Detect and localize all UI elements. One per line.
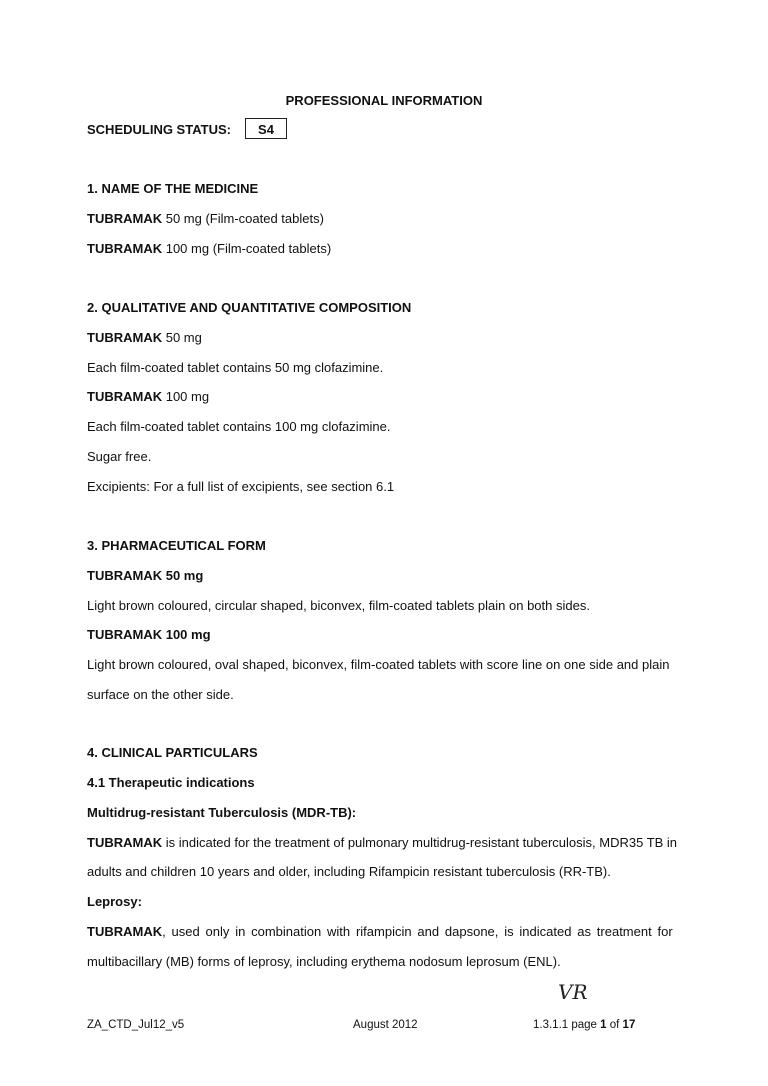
section-1-line-1 <box>87 211 324 226</box>
handwritten-initials: VR <box>558 980 588 1004</box>
scheduling-status-label: SCHEDULING STATUS: <box>87 122 231 137</box>
section-2-sugar-free: Sugar free. <box>87 449 152 464</box>
section-1-line-2 <box>87 241 331 256</box>
section-2-line-100: Each film-coated tablet contains 100 mg clofazimine. <box>87 419 391 434</box>
mdr-tb-heading: Multidrug-resistant Tuberculosis (MDR-TB): <box>87 805 357 820</box>
section-3-heading: 3. PHARMACEUTICAL FORM <box>87 538 266 553</box>
scheduling-status-box: S4 <box>245 118 287 139</box>
product-name: TUBRAMAK <box>87 330 163 345</box>
section-2-sub-100 <box>87 389 209 404</box>
section-3-sub-50: TUBRAMAK 50 mg <box>87 568 204 583</box>
section-2-heading: 2. QUALITATIVE AND QUANTITATIVE COMPOSITION <box>87 300 412 315</box>
footer-of: of <box>606 1019 623 1031</box>
section-2-sub-50 <box>87 330 202 345</box>
product-name: TUBRAMAK <box>87 389 163 404</box>
page-title: PROFESSIONAL INFORMATION <box>285 93 483 108</box>
indication-text: is indicated for the treatment of pulmonary multidrug-resistant tuberculosis, MDR35 TB in <box>162 835 678 850</box>
product-name: TUBRAMAK <box>87 924 163 939</box>
dosage-text: 100 mg (Film-coated tablets) <box>162 241 332 256</box>
section-3-line-100a: Light brown coloured, oval shaped, biconvex, film-coated tablets with score line on one side and plain <box>87 657 670 672</box>
mdr-tb-line-2: adults and children 10 years and older, including Rifampicin resistant tuberculosis (RR-TB). <box>87 864 611 879</box>
strength-text: 100 mg <box>162 389 210 404</box>
section-3-line-50: Light brown coloured, circular shaped, biconvex, film-coated tablets plain on both sides. <box>87 598 590 613</box>
section-2-line-50: Each film-coated tablet contains 50 mg clofazimine. <box>87 360 384 375</box>
current-page: 1 <box>600 1019 607 1031</box>
section-3-sub-100: TUBRAMAK 100 mg <box>87 627 211 642</box>
footer-section-ref: 1.3.1.1 page <box>533 1019 601 1031</box>
section-1-heading: 1. NAME OF THE MEDICINE <box>87 181 259 196</box>
strength-text: 50 mg <box>162 330 202 345</box>
mdr-tb-line-1 <box>87 835 677 850</box>
total-pages: 17 <box>622 1019 636 1031</box>
dosage-text: 50 mg (Film-coated tablets) <box>162 211 324 226</box>
product-name: TUBRAMAK <box>87 241 163 256</box>
leprosy-line-1 <box>87 924 673 939</box>
product-name: TUBRAMAK <box>87 211 163 226</box>
section-4-heading: 4. CLINICAL PARTICULARS <box>87 745 258 760</box>
indication-text: , used only in combination with rifampicin and dapsone, is indicated as treatment for <box>162 924 673 939</box>
section-3-line-100b: surface on the other side. <box>87 687 234 702</box>
footer-date: August 2012 <box>353 1019 418 1031</box>
leprosy-heading: Leprosy: <box>87 894 142 909</box>
section-4-1-heading: 4.1 Therapeutic indications <box>87 775 255 790</box>
section-2-excipients: Excipients: For a full list of excipients, see section 6.1 <box>87 479 395 494</box>
product-name: TUBRAMAK <box>87 835 163 850</box>
footer-document-code: ZA_CTD_Jul12_v5 <box>87 1019 185 1031</box>
footer-page-number <box>533 1019 635 1031</box>
leprosy-line-2: multibacillary (MB) forms of leprosy, including erythema nodosum leprosum (ENL). <box>87 954 561 969</box>
